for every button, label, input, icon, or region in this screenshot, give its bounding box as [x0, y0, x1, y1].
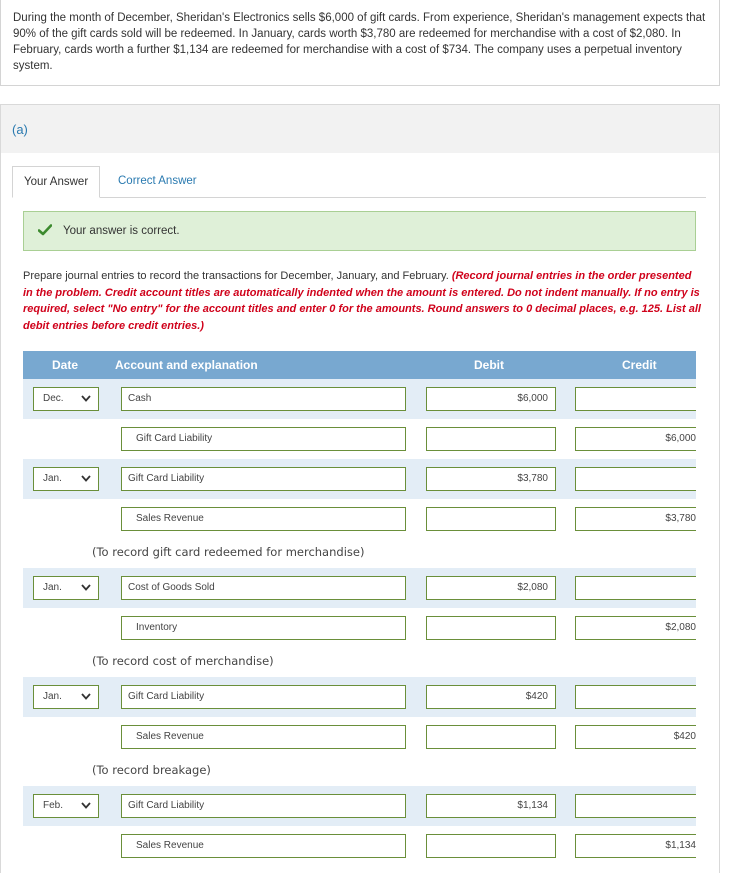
banner-text: Your answer is correct. — [63, 225, 180, 237]
account-input[interactable]: Sales Revenue — [121, 834, 406, 858]
date-select[interactable] — [33, 794, 99, 818]
credit-input[interactable] — [575, 794, 696, 818]
problem-text: During the month of December, Sheridan's Electronics sells $6,000 of gift cards. From experience, Sheridan's management expects that 90% of the gift cards sold will be redeemed. In January, cards worth $3,780 are redeemed for merchandise with a cost of $2,080. In February, cards worth a further $1,134 are redeemed for merchandise with a cost of $734. The company uses a perpetual inventory system. — [13, 12, 706, 72]
account-input[interactable]: Inventory — [121, 616, 406, 640]
account-input[interactable]: Sales Revenue — [121, 507, 406, 531]
table-row — [23, 717, 696, 757]
table-row — [23, 379, 696, 419]
entry-explanation: (To record gift card redeemed for merchandise) — [92, 545, 365, 559]
table-row — [23, 419, 696, 459]
instructions-note: (Record journal entries in the order presented in the problem. Credit account titles are automatically indented when the amount is entered. Do not indent manually. If no entry is required, select "No entry" for the account titles and enter 0 for the amounts. Round answers to 0 decimal places, e.g. 125. List all debit entries before credit entries.) — [23, 270, 701, 332]
part-label: (a) — [12, 122, 28, 137]
credit-input[interactable]: $2,080 — [575, 616, 696, 640]
header-debit: Debit — [474, 358, 504, 372]
date-value: Jan. — [43, 691, 62, 702]
chevron-down-icon — [81, 395, 91, 402]
debit-input[interactable]: $2,080 — [426, 576, 556, 600]
credit-input[interactable]: $1,134 — [575, 834, 696, 858]
credit-input[interactable] — [575, 387, 696, 411]
date-select[interactable] — [33, 685, 99, 709]
debit-input[interactable]: $420 — [426, 685, 556, 709]
date-select[interactable] — [33, 576, 99, 600]
debit-input[interactable] — [426, 725, 556, 749]
chevron-down-icon — [81, 693, 91, 700]
chevron-down-icon — [81, 802, 91, 809]
account-input[interactable]: Sales Revenue — [121, 725, 406, 749]
header-credit: Credit — [622, 358, 657, 372]
debit-input[interactable] — [426, 834, 556, 858]
header-date: Date — [52, 358, 79, 372]
debit-input[interactable]: $3,780 — [426, 467, 556, 491]
debit-input[interactable]: $1,134 — [426, 794, 556, 818]
table-row — [23, 826, 696, 866]
account-input[interactable]: Cost of Goods Sold — [121, 576, 406, 600]
instructions — [23, 268, 703, 334]
account-input[interactable]: Gift Card Liability — [121, 794, 406, 818]
tab-your-answer[interactable]: Your Answer — [12, 166, 100, 198]
account-input[interactable]: Gift Card Liability — [121, 685, 406, 709]
account-input[interactable]: Gift Card Liability — [121, 427, 406, 451]
table-row — [23, 499, 696, 539]
table-row — [23, 786, 696, 826]
table-row — [23, 568, 696, 608]
entry-explanation: (To record breakage) — [92, 763, 211, 777]
date-select[interactable] — [33, 467, 99, 491]
credit-input[interactable] — [575, 467, 696, 491]
tab-correct-answer[interactable]: Correct Answer — [118, 175, 197, 187]
date-select[interactable] — [33, 387, 99, 411]
credit-input[interactable]: $420 — [575, 725, 696, 749]
credit-input[interactable] — [575, 576, 696, 600]
entry-explanation: (To record cost of merchandise) — [92, 654, 274, 668]
date-value: Jan. — [43, 582, 62, 593]
table-row — [23, 677, 696, 717]
date-value: Dec. — [43, 393, 64, 404]
credit-input[interactable]: $3,780 — [575, 507, 696, 531]
credit-input[interactable]: $6,000 — [575, 427, 696, 451]
chevron-down-icon — [81, 584, 91, 591]
credit-input[interactable] — [575, 685, 696, 709]
account-input[interactable]: Cash — [121, 387, 406, 411]
checkmark-icon — [38, 224, 52, 236]
instructions-lead: Prepare journal entries to record the transactions for December, January, and February. — [23, 270, 452, 282]
debit-input[interactable] — [426, 427, 556, 451]
debit-input[interactable]: $6,000 — [426, 387, 556, 411]
table-row — [23, 608, 696, 648]
debit-input[interactable] — [426, 616, 556, 640]
part-header — [0, 104, 720, 154]
answer-tabs — [12, 166, 706, 198]
journal-table-header — [23, 351, 696, 379]
account-input[interactable]: Gift Card Liability — [121, 467, 406, 491]
date-value: Jan. — [43, 473, 62, 484]
table-row — [23, 459, 696, 499]
debit-input[interactable] — [426, 507, 556, 531]
header-account: Account and explanation — [115, 358, 258, 372]
correct-banner — [23, 211, 696, 251]
date-value: Feb. — [43, 800, 64, 811]
problem-statement — [0, 0, 720, 86]
chevron-down-icon — [81, 475, 91, 482]
